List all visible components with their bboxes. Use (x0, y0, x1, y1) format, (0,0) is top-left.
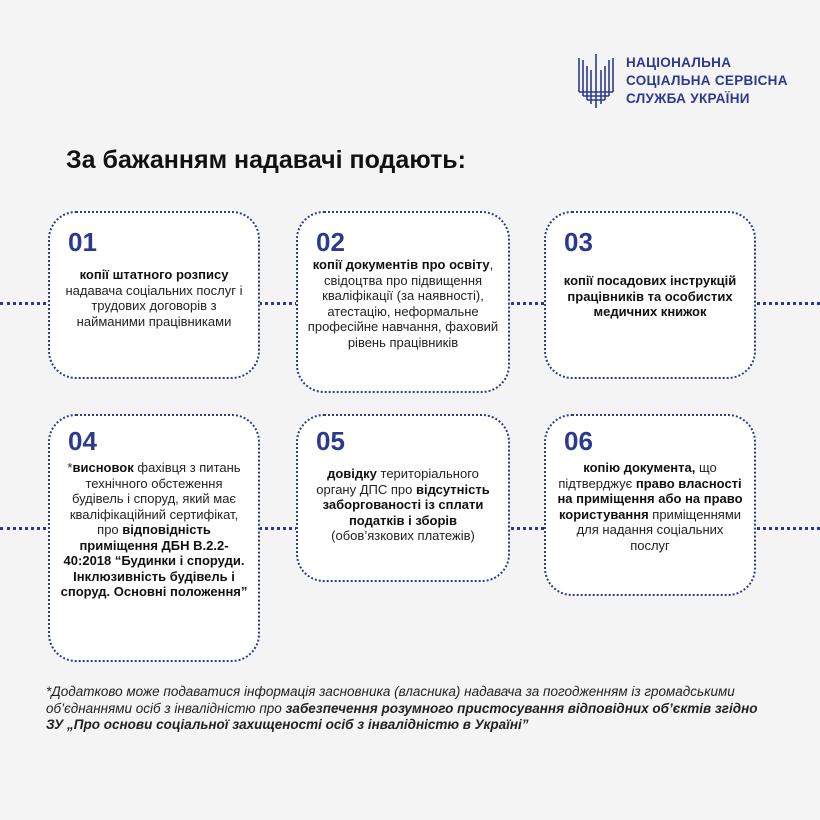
card-number: 02 (316, 227, 345, 257)
card-text: копію документа, що підтверджує право власності на приміщення або на право користування приміщеннями для надання соціальних послуг (557, 460, 743, 553)
card-text: копії штатного розпису надавача соціальних послуг і трудових договорів з найманими працівниками (65, 267, 243, 329)
card-number: 03 (564, 227, 593, 257)
card-text: копії документів про освіту, свідоцтва про підвищення кваліфікації (за наявності), атестацію, неформальне професійне навчання, фаховий рівень працівників (307, 257, 499, 350)
card-text: *висновок фахівця з питань технічного обстеження будівель і споруд, який має кваліфікаційний сертифікат, про відповідність приміщення ДБН В.2.2-40:2018 “Будинки і споруди. Інклюзивність будівель і споруд. Основні положення” (60, 460, 248, 599)
footnote: *Додатково може подаватися інформація засновника (власника) надавача за погодженням із громадськими об’єднаннями осіб з інвалідністю про забезпечення розумного пристосування відповідних об’єктів згідно ЗУ „Про основи соціальної захищеності осіб з інвалідністю в Україні” (46, 684, 758, 732)
card-02 (296, 211, 510, 393)
card-number: 01 (68, 227, 97, 257)
brand-logo (576, 52, 788, 110)
card-number: 06 (564, 426, 593, 456)
card-01 (48, 211, 260, 379)
card-04 (48, 414, 260, 662)
trident-logo-icon (576, 52, 616, 110)
brand-line-2: СОЦІАЛЬНА СЕРВІСНА (626, 73, 788, 88)
card-text: довідку територіального органу ДПС про відсутність заборгованості із сплати податків і зборів (обов’язкових платежів) (316, 466, 490, 543)
brand-name (626, 54, 788, 108)
card-05 (296, 414, 510, 582)
brand-line-3: СЛУЖБА УКРАЇНИ (626, 91, 750, 106)
card-number: 04 (68, 426, 97, 456)
card-number: 05 (316, 426, 345, 456)
page-title: За бажанням надавачі подають: (66, 146, 466, 174)
card-03 (544, 211, 756, 379)
brand-line-1: НАЦІОНАЛЬНА (626, 55, 732, 70)
card-06 (544, 414, 756, 596)
card-text: копії посадових інструкцій працівників та особистих медичних книжок (563, 273, 737, 319)
